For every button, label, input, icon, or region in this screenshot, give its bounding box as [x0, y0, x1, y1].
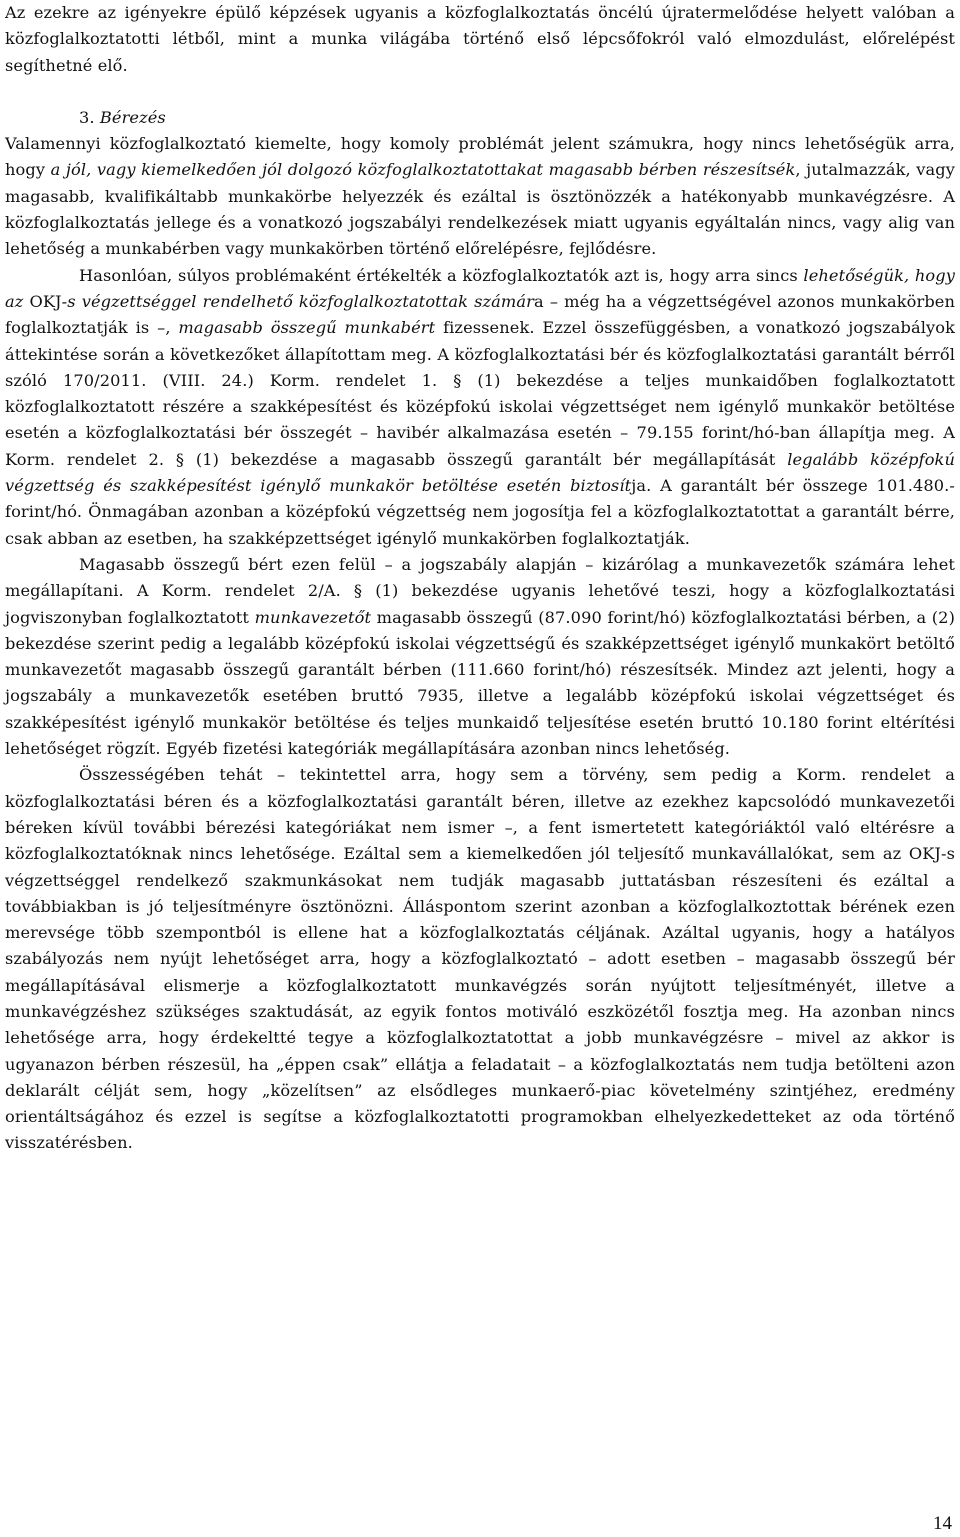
text-segment: ja. A garantált bér összege 101.480.- forint/hó. Önmagában azonban a középfokú végzettség nem jogosítja fel a közfoglalkoztatottat a garantált bérre, csak abban az esetben, ha szakképzettséget igénylő munkakörben foglalkoztatják.	[5, 476, 955, 548]
text-segment: Az ezekre az igényekre épülő képzések ugyanis a közfoglalkoztatás öncélú újratermelődése helyett valóban a közfoglalkoztatotti létből, mint a munka világába történő első lépcsőfokról való elmozdulást, előrelépést segíthetné elő.	[5, 3, 955, 75]
text-segment: , jutalmazzák, vagy magasabb, kvalifikáltabb munkakörbe helyezzék és ezáltal is ösztönözzék a hatékonyabb munkavégzésre. A közfoglalkoztatás jellege és a vonatkozó jogszabályi rendelkezések miatt ugyanis egyáltalán nincs, vagy alig van lehetőség a munkabérben vagy munkakörben történő előrelépésre, fejlődésre.	[5, 160, 955, 259]
body-paragraph	[5, 762, 955, 1156]
intro-paragraph	[5, 0, 955, 79]
text-segment: OKJ	[29, 291, 62, 311]
emphasized-text: a jól, vagy kiemelkedően jól dolgozó közfoglalkoztatottakat magasabb bérben részesítsék	[50, 160, 796, 180]
text-segment: fizessenek. Ezzel összefüggésben, a vonatkozó jogszabályok áttekintése során a következőket állapítottam meg. A közfoglalkoztatási bér és közfoglalkoztatási garantált bérről szóló 170/2011. (VIII. 24.) Korm. rendelet 1. § (1) bekezdése a teljes munkaidőben foglalkoztatott közfoglalkoztatott részére a szakképesítést és középfokú iskolai végzettséget nem igénylő munkakör betöltése esetén a közfoglalkoztatási bér összegét – havibér alkalmazása esetén – 79.155 forint/hó-ban állapítja meg. A Korm. rendelet 2. § (1) bekezdése a magasabb összegű garantált bér megállapítását	[5, 318, 955, 469]
emphasized-text: lehetőségük, hogy az	[5, 265, 955, 311]
text-segment: Magasabb összegű bért ezen felül – a jogszabály alapján – kizárólag a munkavezetők számára lehet megállapítani. A Korm. rendelet 2/A. § (1) bekezdése ugyanis lehetővé teszi, hogy a közfoglalkoztatási jogviszonyban foglalkoztatott	[5, 554, 955, 627]
text-segment: Összességében tehát – tekintettel arra, hogy sem a törvény, sem pedig a Korm. rendelet a közfoglalkoztatási béren és a közfoglalkoztatási garantált béren, illetve az ezekhez kapcsolódó munkavezetői béreken kívül további bérezési kategóriákat nem ismer –, a fent ismertetett kategóriáktól való eltérésre a közfoglalkoztatóknak nincs lehetősége. Ezáltal sem a kiemelkedően jól teljesítő munkavállalókat, sem az OKJ-s végzettséggel rendelkező szakmunkásokat nem tudják magasabb juttatásban részesíteni és ezáltal a továbbiakban is jó teljesítményre ösztönözni. Álláspontom szerint azonban a közfoglalkoztottak bérének ezen merevsége több szempontból is ellene hat a közfoglalkoztatás céljának. Azáltal ugyanis, hogy a hatályos szabályozás nem nyújt lehetőséget arra, hogy a közfoglalkoztató – adott esetben – magasabb összegű bér megállapításával elismerje a közfoglalkoztatott munkavégzés során nyújtott teljesítményét, illetve a munkavégzéshez szükséges szaktudását, az egyik fontos motiváló eszközétől fosztja meg. Ha azonban nincs lehetősége arra, hogy érdekeltté tegye a közfoglalkoztatottat a jobb munkavégzésre – mivel az akkor is ugyanazon bérben részesül, ha „éppen csak” ellátja a feladatait – a közfoglalkoztatás nem tudja betölteni azon deklarált célját sem, hogy „közelítsen” az elsődleges munkaerő-piac követelmény szintjéhez, eredmény orientáltságához és ezzel is segítse a közfoglalkoztatotti programokban elhelyezkedetteket az oda történő visszatérésben.	[5, 765, 955, 1153]
section-heading	[5, 105, 955, 131]
document-body	[5, 0, 955, 1157]
text-segment: Hasonlóan, súlyos problémaként értékelték a közfoglalkoztatók azt is, hogy arra sincs	[79, 265, 804, 285]
body-paragraph	[5, 552, 955, 762]
text-segment: Valamennyi közfoglalkoztató kiemelte, hogy komoly problémát jelent számukra, hogy nincs lehetőségük arra, hogy	[5, 134, 955, 180]
text-segment: a – még ha a végzettségével azonos munkakörben foglalkoztatják is –,	[5, 291, 955, 338]
emphasized-text: -s végzettséggel rendelhető közfoglalkoztatottak számár	[61, 291, 534, 311]
text-segment: magasabb összegű (87.090 forint/hó) közfoglalkoztatási bérben, a (2) bekezdése szerint pedig a legalább középfokú iskolai végzettségű és szakképzettséget igénylő munkakört betöltő munkavezetőt magasabb összegű garantált bérben (111.660 forint/hó) részesítsék. Mindez azt jelenti, hogy a jogszabály a munkavezetők esetében bruttó 7935, illetve a legalább középfokú iskolai végzettséget és szakképesítést igénylő munkakör betöltése és teljes munkaidő teljesítése esetén bruttó 10.180 forint eltérítési lehetőséget rögzít. Egyéb fizetési kategóriák megállapítására azonban nincs lehetőség.	[5, 607, 955, 759]
emphasized-text: munkavezetőt	[254, 607, 372, 627]
section-number: 3.	[79, 107, 95, 127]
body-paragraph	[5, 263, 955, 552]
emphasized-text: magasabb összegű munkabért	[178, 318, 436, 338]
emphasized-text: legalább középfokú végzettség és szakképesítést igénylő munkakör betöltése esetén biztosít	[5, 449, 955, 496]
section-title: Bérezés	[99, 107, 166, 127]
page-number: 14	[933, 1513, 952, 1534]
section-paragraph	[5, 105, 955, 263]
